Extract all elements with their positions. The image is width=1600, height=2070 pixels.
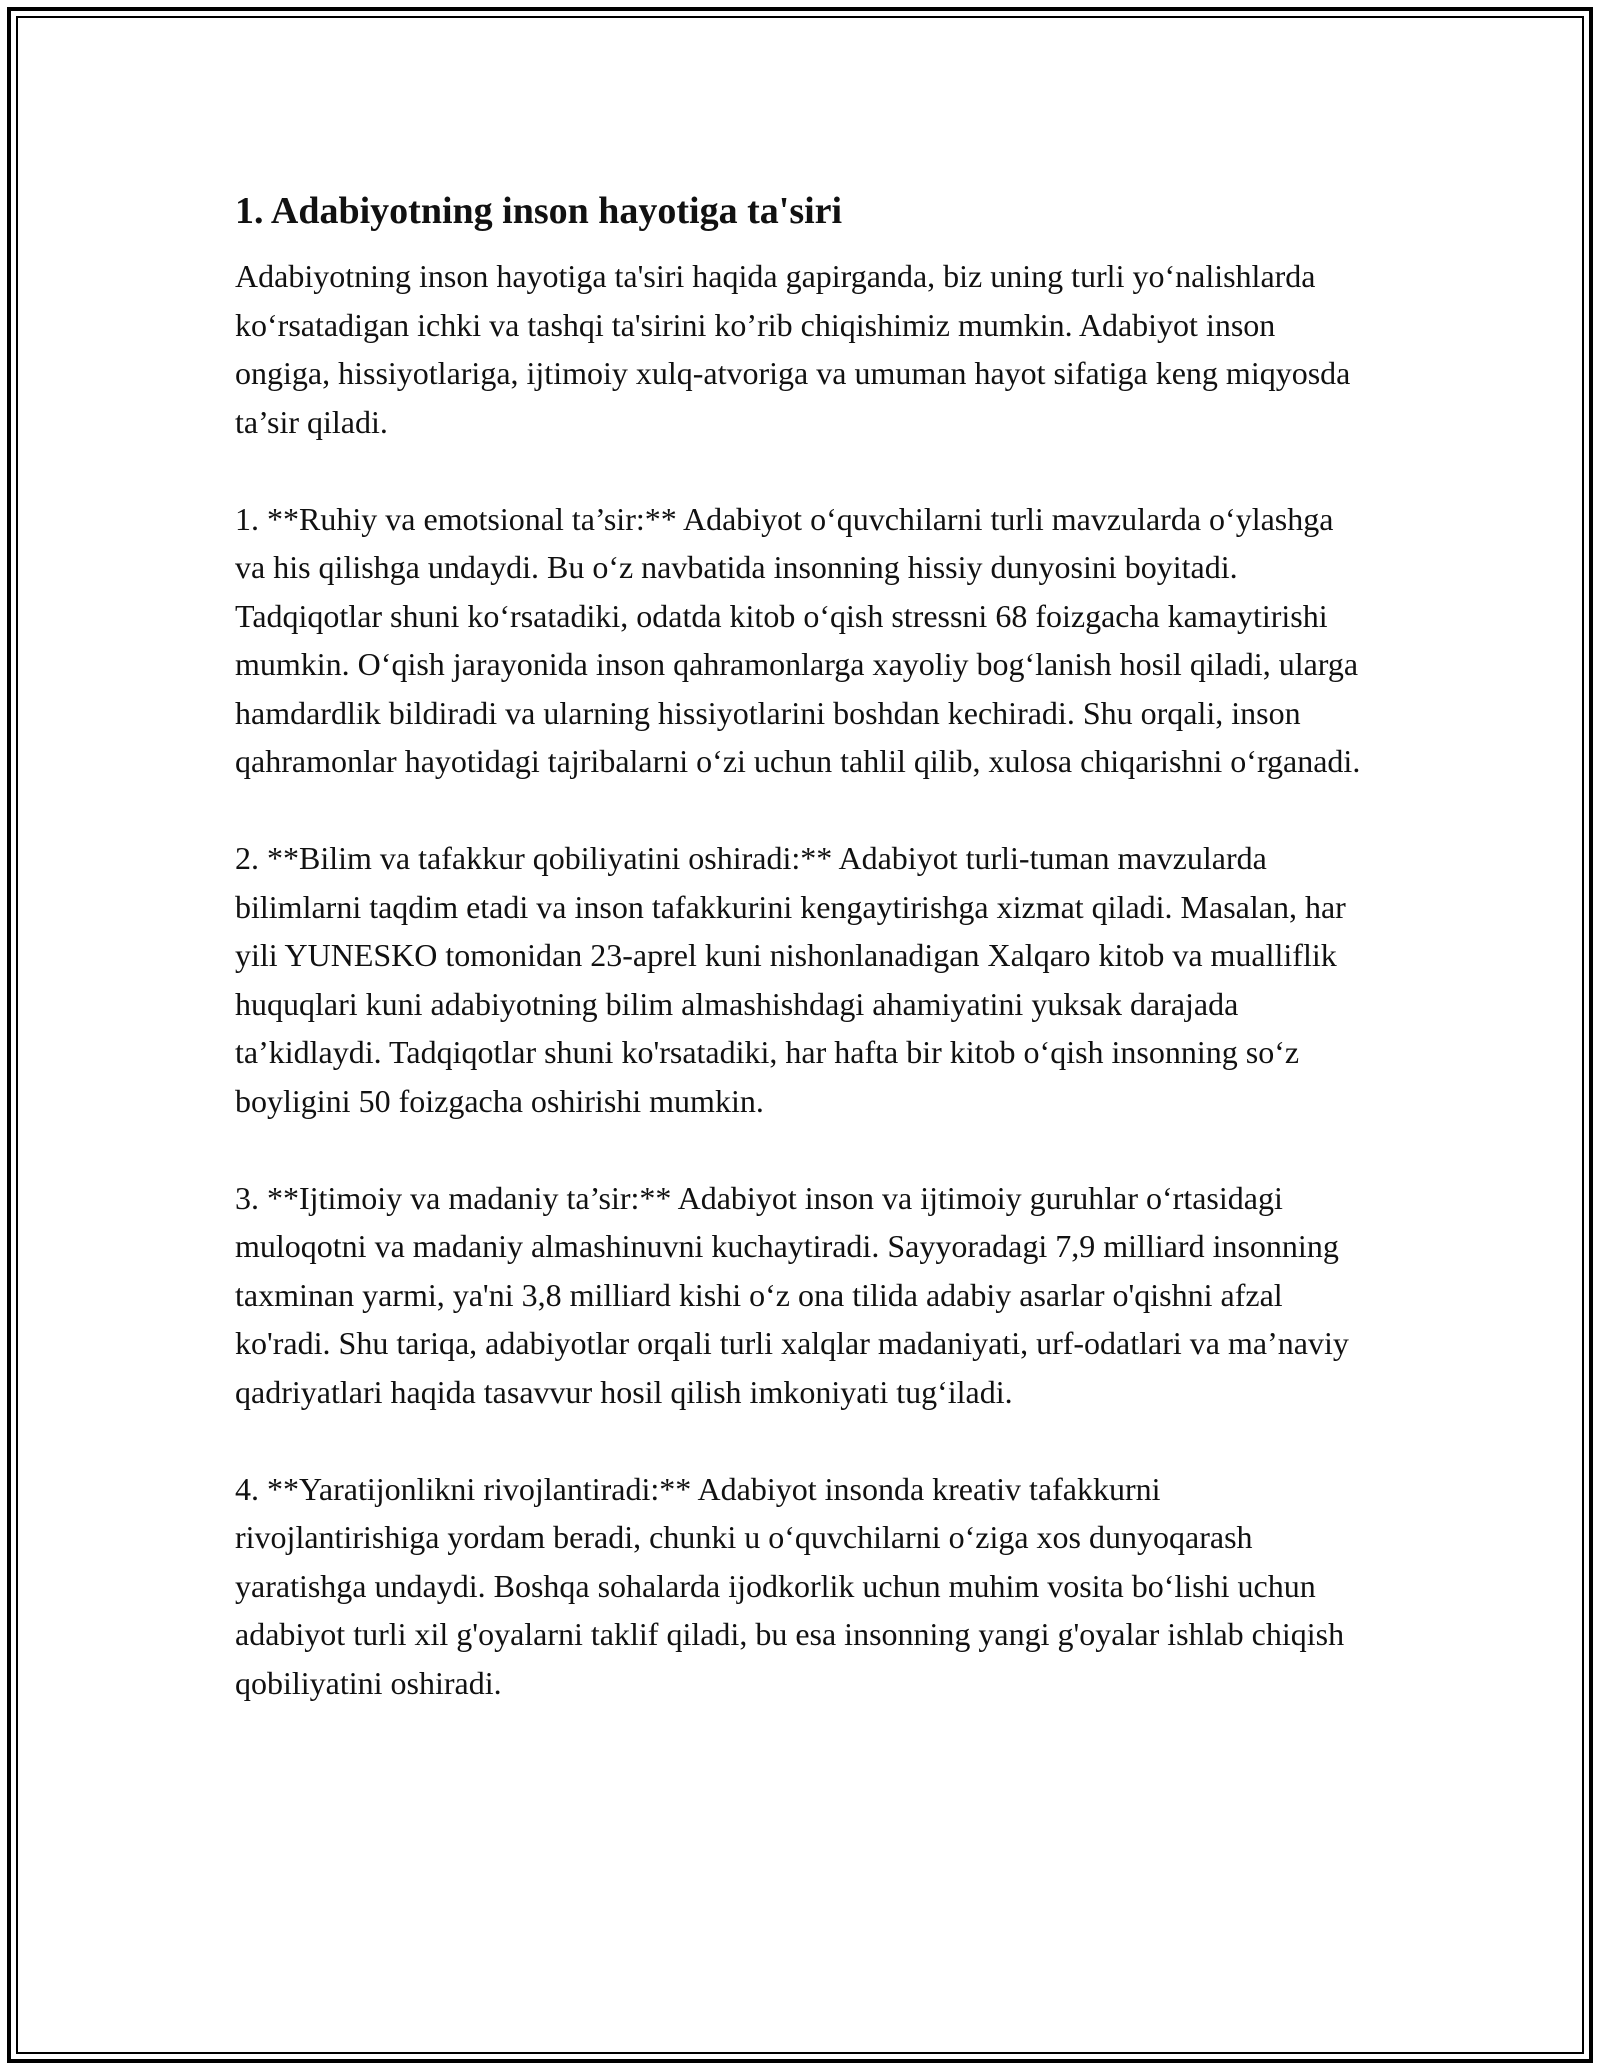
document-body [235,186,1365,1756]
paragraph-emotional-impact: 1. **Ruhiy va emotsional ta’sir:** Adabiyot o‘quvchilarni turli mavzularda o‘ylashga va his qilishga undaydi. Bu o‘z navbatida insonning hissiy dunyosini boyitadi. Tadqiqotlar shuni ko‘rsatadiki, odatda kitob o‘qish stressni 68 foizgacha kamaytirishi mumkin. O‘qish jarayonida inson qahramonlarga xayoliy bog‘lanish hosil qiladi, ularga hamdardlik bildiradi va ularning hissiyotlarini boshdan kechiradi. Shu orqali, inson qahramonlar hayotidagi tajribalarni o‘zi uchun tahlil qilib, xulosa chiqarishni o‘rganadi. [235,500,1361,779]
document-title: 1. Adabiyotning inson hayotiga ta'siri [235,190,843,232]
paragraph-creativity: 4. **Yaratijonlikni rivojlantiradi:** Adabiyot insonda kreativ tafakkurni rivojlantirishiga yordam beradi, chunki u o‘quvchilarni o‘ziga xos dunyoqarash yaratishga undaydi. Boshqa sohalarda ijodkorlik uchun muhim vosita bo‘lishi uchun adabiyot turli xil g'oyalarni taklif qiladi, bu esa insonning yangi g'oyalar ishlab chiqish qobiliyatini oshiradi. [235,1470,1345,1701]
intro-paragraph: Adabiyotning inson hayotiga ta'siri haqida gapirganda, biz uning turli yo‘nalishlarda ko‘rsatadigan ichki va tashqi ta'sirini ko’rib chiqishimiz mumkin. Adabiyot inson ongiga, hissiyotlariga, ijtimoiy xulq-atvoriga va umuman hayot sifatiga keng miqyosda ta’sir qiladi. [235,258,1351,440]
paragraph-social-cultural: 3. **Ijtimoiy va madaniy ta’sir:** Adabiyot inson va ijtimoiy guruhlar o‘rtasidagi muloqotni va madaniy almashinuvni kuchaytiradi. Sayyoradagi 7,9 milliard insonning taxminan yarmi, ya'ni 3,8 milliard kishi o‘z ona tilida adabiy asarlar o'qishni afzal ko'radi. Shu tariqa, adabiyotlar orqali turli xalqlar madaniyati, urf-odatlari va ma’naviy qadriyatlari haqida tasavvur hosil qilish imkoniyati tug‘iladi. [235,1179,1349,1410]
paragraph-knowledge-thinking: 2. **Bilim va tafakkur qobiliyatini oshiradi:** Adabiyot turli-tuman mavzularda bilimlarni taqdim etadi va inson tafakkurini kengaytirishga xizmat qiladi. Masalan, har yili YUNESKO tomonidan 23-aprel kuni nishonlanadigan Xalqaro kitob va mualliflik huquqlari kuni adabiyotning bilim almashishdagi ahamiyatini yuksak darajada ta’kidlaydi. Tadqiqotlar shuni ko'rsatadiki, har hafta bir kitob o‘qish insonning so‘z boyligini 50 foizgacha oshirishi mumkin. [235,840,1346,1119]
